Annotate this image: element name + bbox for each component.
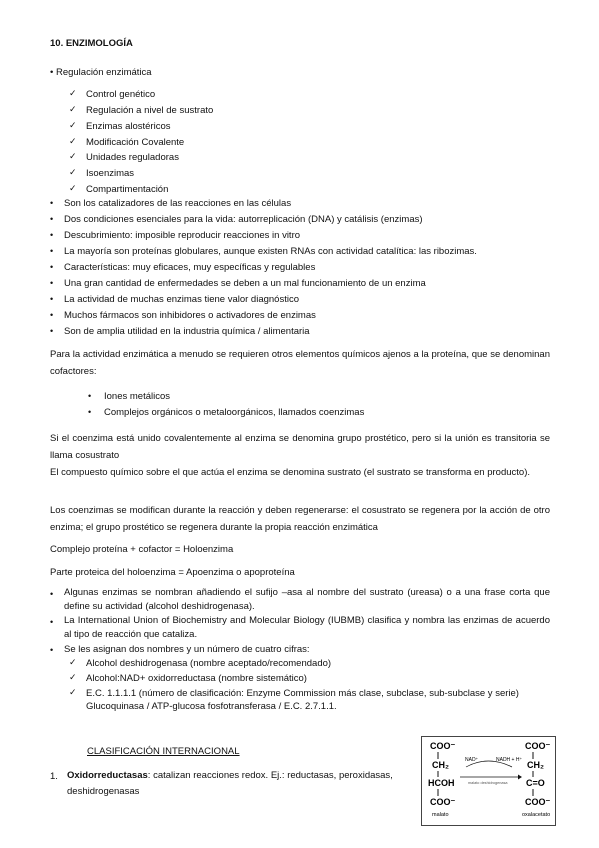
cofactor-out: NADH + H⁺: [496, 757, 523, 763]
list-item: Isoenzimas: [86, 168, 135, 179]
reaction-svg: [422, 737, 555, 825]
check-icon: ✓: [69, 183, 77, 193]
bullet-icon: •: [50, 230, 54, 240]
paragraph-coenzima: Si el coenzima está unido covalentemente al enzima se denomina grupo prostético, pero si la unión es transitoria se llama cosustrato: [50, 433, 550, 461]
paragraph-regenerar: Los coenzimas se modifican durante la reacción y deben regenerarse: el cosustrato se regenera por la acción de otro enzima; el grupo prostético se regenera durante la propia reacción enzimática: [50, 505, 550, 533]
right-ch2: CH₂: [527, 760, 544, 770]
list-item: Alcohol:NAD+ oxidorreductasa (nombre sistemático): [86, 673, 307, 684]
list-item: Características: muy eficaces, muy específicas y regulables: [64, 262, 316, 273]
list-item: Modificación Covalente: [86, 137, 185, 148]
list-item: Se les asignan dos nombres y un número de cuatro cifras:: [64, 644, 310, 655]
bullet-icon: •: [88, 391, 92, 401]
list-item: Alcohol deshidrogenasa (nombre aceptado/recomendado): [86, 658, 332, 669]
list-item: Algunas enzimas se nombran añadiendo el sufijo –asa al nombre del sustrato (ureasa) o a una frase corta que define su actividad (alcohol deshidrogenasa).: [64, 587, 550, 612]
cofactor-in: NAD⁺: [465, 757, 479, 763]
left-coo-bottom: COO⁻: [430, 797, 456, 807]
list-item: La International Union of Biochemistry and Molecular Biology (IUBMB) clasifica y nombra las enzimas de acuerdo al tipo de reacción que cataliza.: [64, 615, 550, 640]
check-icon: ✓: [69, 167, 77, 177]
bullet-icon: •: [50, 326, 54, 336]
bullet-icon: •: [50, 617, 54, 627]
list-item: Regulación a nivel de sustrato: [86, 105, 214, 116]
bullet-icon: •: [50, 294, 54, 304]
page-title: 10. ENZIMOLOGÍA: [50, 38, 133, 49]
check-icon: ✓: [69, 672, 77, 682]
bullet-icon: •: [50, 246, 54, 256]
paragraph-sustrato: El compuesto químico sobre el que actúa el enzima se denomina sustrato (el sustrato se transforma en producto).: [50, 467, 530, 478]
check-icon: ✓: [69, 687, 77, 697]
list-item: Descubrimiento: imposible reproducir reacciones in vitro: [64, 230, 301, 241]
list-item: Complejos orgánicos o metaloorgánicos, llamados coenzimas: [104, 407, 365, 418]
bullet-icon: •: [50, 645, 54, 655]
list-item: Unidades reguladoras: [86, 152, 179, 163]
list-item: La actividad de muchas enzimas tiene valor diagnóstico: [64, 294, 299, 305]
list-item: Son los catalizadores de las reacciones en las células: [64, 198, 292, 209]
bullet-icon: •: [88, 407, 92, 417]
list-item: Iones metálicos: [104, 391, 171, 402]
list-item: La mayoría son proteínas globulares, aunque existen RNAs con actividad catalítica: las ribozimas.: [64, 246, 477, 257]
bullet-icon: •: [50, 262, 54, 272]
list-item: Dos condiciones esenciales para la vida: autorreplicación (DNA) y catálisis (enzimas): [64, 214, 423, 225]
check-icon: ✓: [69, 104, 77, 114]
left-compound-name: malato: [432, 812, 449, 818]
apoenzima-line: Parte proteica del holoenzima = Apoenzima o apoproteína: [50, 567, 295, 578]
enzyme-label: malato deshidrogenasa: [468, 781, 508, 785]
regulacion-label: Regulación enzimática: [55, 67, 152, 78]
list-item: Compartimentación: [86, 184, 169, 195]
left-ch2: CH₂: [432, 760, 449, 770]
bullet-icon: •: [50, 589, 54, 599]
bullet-icon: •: [50, 278, 54, 288]
bullet-icon: •: [50, 67, 54, 78]
right-compound-name: oxalacetato: [522, 812, 551, 818]
classification-heading: CLASIFICACIÓN INTERNACIONAL: [87, 746, 240, 757]
list-item: Son de amplia utilidad en la industria química / alimentaria: [64, 326, 310, 337]
class-name: Oxidorreductasas: [67, 770, 148, 781]
reaction-diagram: [421, 736, 556, 826]
left-choh: HCOH: [428, 778, 455, 788]
right-co: C=O: [526, 778, 545, 788]
paragraph-cofactores: Para la actividad enzimática a menudo se requieren otros elementos químicos ajenos a la proteína, que se denominan cofactores:: [50, 349, 550, 377]
bullet-icon: •: [50, 214, 54, 224]
list-item: E.C. 1.1.1.1 (número de clasificación: Enzyme Commission más clase, subclase, sub-subclase y serie): [86, 688, 519, 699]
check-icon: ✓: [69, 88, 77, 98]
class-oxidorreductasas: [67, 768, 407, 800]
check-icon: ✓: [69, 657, 77, 667]
regulacion-heading: [50, 66, 152, 79]
check-icon: ✓: [69, 151, 77, 161]
class-number: 1.: [50, 771, 58, 782]
holoenzima-line: Complejo proteína + cofactor = Holoenzima: [50, 544, 234, 555]
list-item: Una gran cantidad de enfermedades se deben a un mal funcionamiento de un enzima: [64, 278, 426, 289]
class-description: : catalizan reacciones redox. Ej.: reductasas, peroxidasas, deshidrogenasas: [67, 770, 393, 797]
check-icon: ✓: [69, 136, 77, 146]
check-icon: ✓: [69, 120, 77, 130]
bullet-icon: •: [50, 198, 54, 208]
arrow-head-icon: [518, 775, 522, 780]
list-item: Control genético: [86, 89, 156, 100]
right-coo-bottom: COO⁻: [525, 797, 551, 807]
bullet-icon: •: [50, 310, 54, 320]
left-coo-top: COO⁻: [430, 741, 456, 751]
list-item: Glucoquinasa / ATP-glucosa fosfotransferasa / E.C. 2.7.1.1.: [86, 701, 337, 712]
list-item: Muchos fármacos son inhibidores o activadores de enzimas: [64, 310, 316, 321]
list-item: Enzimas alostéricos: [86, 121, 171, 132]
right-coo-top: COO⁻: [525, 741, 551, 751]
